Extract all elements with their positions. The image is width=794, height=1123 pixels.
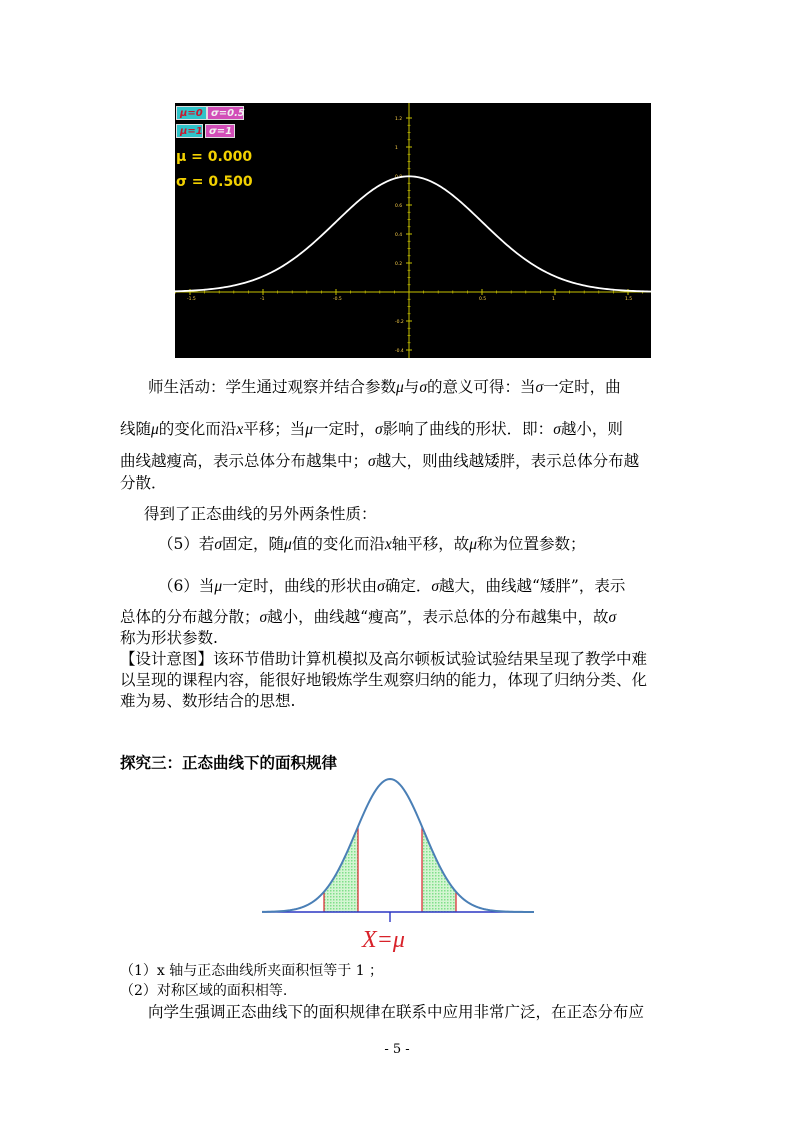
text-run: 师生活动：学生通过观察并结合参数 bbox=[148, 378, 397, 396]
x-tick-label: 1.5 bbox=[625, 297, 633, 302]
normal-curve bbox=[175, 176, 651, 291]
sigma-symbol: σ bbox=[259, 609, 268, 626]
y-tick-label: 1.2 bbox=[395, 117, 403, 122]
mu-1-button[interactable]: μ=1 bbox=[176, 124, 203, 138]
paragraph-emphasis: 向学生强调正态曲线下的面积规律在联系中应用非常广泛，在正态分布应 bbox=[148, 1003, 645, 1021]
x-symbol: x bbox=[384, 536, 392, 553]
sigma-symbol: σ bbox=[431, 578, 439, 595]
paragraph-line: 分散． bbox=[120, 474, 167, 492]
mu-symbol: μ bbox=[305, 421, 313, 438]
text-run: 固定，随 bbox=[222, 535, 285, 553]
section-heading: 探究三：正态曲线下的面积规律 bbox=[120, 754, 338, 772]
text-run: 的变化而沿 bbox=[158, 420, 237, 438]
y-tick-label: -0.2 bbox=[395, 320, 404, 325]
sigma-symbol: σ bbox=[375, 421, 383, 438]
text-run: 的意义可得：当 bbox=[426, 378, 536, 396]
y-tick-label: 0.2 bbox=[395, 262, 403, 267]
text-run: （6）当 bbox=[158, 577, 215, 595]
y-tick-label: 0.8 bbox=[395, 175, 403, 180]
design-intent-line: 【设计意图】该环节借助计算机模拟及高尔顿板试验试验结果呈现了教学中难 bbox=[120, 650, 648, 668]
text-run: 轴平移，故 bbox=[391, 535, 470, 553]
design-intent-line: 难为易、数形结合的思想. bbox=[120, 692, 296, 710]
mu-symbol: μ bbox=[284, 536, 292, 553]
text-run: 一定时，曲 bbox=[543, 378, 621, 396]
sigma-symbol: σ bbox=[368, 453, 376, 470]
text-run: 越小，则 bbox=[560, 420, 623, 438]
text-run: 平移；当 bbox=[243, 420, 306, 438]
normal-curve bbox=[262, 779, 534, 912]
mu-symbol: μ bbox=[214, 578, 223, 595]
property-5 bbox=[158, 533, 586, 556]
paragraph-observation bbox=[148, 376, 621, 399]
x-tick-label: -0.5 bbox=[333, 297, 342, 302]
text-run: 曲线越瘦高，表示总体分布越集中； bbox=[120, 452, 369, 470]
text-run: 线随 bbox=[120, 420, 152, 438]
sigma-symbol: σ bbox=[419, 379, 427, 396]
text-run: 越大，则曲线越矮胖，表示总体分布越 bbox=[375, 452, 640, 470]
figure-axis-label: X=μ bbox=[362, 927, 405, 953]
text-run: 越小，曲线越“瘦高”，表示总体的分布越集中，故 bbox=[267, 608, 609, 626]
rule-item-1: （1）x 轴与正态曲线所夹面积恒等于 1 ； bbox=[120, 963, 384, 979]
sigma-symbol: σ bbox=[553, 421, 561, 438]
paragraph-line bbox=[120, 606, 616, 629]
y-tick-label: 0.6 bbox=[395, 204, 403, 209]
y-tick-label: 0.4 bbox=[395, 233, 403, 238]
paragraph-line bbox=[120, 450, 639, 473]
text-run: 一定时， bbox=[313, 420, 376, 438]
x-symbol: x bbox=[236, 421, 244, 438]
mu-readout: μ = 0.000 bbox=[176, 149, 253, 165]
text-run: 值的变化而沿 bbox=[291, 535, 385, 553]
mu-0-button[interactable]: μ=0 bbox=[176, 106, 207, 120]
sigma-symbol: σ bbox=[214, 536, 223, 553]
paragraph-properties-intro: 得到了正态曲线的另外两条性质： bbox=[144, 505, 377, 523]
paragraph-line bbox=[120, 418, 623, 441]
sigma-readout: σ = 0.500 bbox=[176, 174, 253, 190]
design-intent-line: 以呈现的课程内容，能很好地锻炼学生观察归纳的能力，体现了归纳分类、化 bbox=[120, 671, 648, 689]
x-tick-label: 1 bbox=[552, 297, 555, 302]
sigma-symbol: σ bbox=[608, 609, 617, 626]
property-6 bbox=[158, 575, 625, 598]
x-tick-label: 0.5 bbox=[479, 297, 487, 302]
text-run: 与 bbox=[403, 378, 420, 396]
normal-curve-simulator bbox=[175, 103, 651, 358]
sigma-symbol: σ bbox=[377, 578, 385, 595]
text-run: 称为位置参数； bbox=[477, 535, 586, 553]
x-tick-label: -1 bbox=[260, 297, 265, 302]
text-run: 越大，曲线越“矮胖”，表示 bbox=[439, 577, 626, 595]
sigma-1-button[interactable]: σ=1 bbox=[205, 124, 235, 138]
text-run: （5）若 bbox=[158, 535, 215, 553]
text-run: 总体的分布越分散； bbox=[120, 608, 260, 626]
text-run: 一定时，曲线的形状由 bbox=[222, 577, 378, 595]
sigma-symbol: σ bbox=[535, 379, 544, 396]
sigma-0.5-button[interactable]: σ=0.5 bbox=[207, 106, 244, 120]
page-number: - 5 - bbox=[384, 1042, 410, 1057]
text-run: 确定． bbox=[384, 577, 432, 595]
y-tick-label: 1 bbox=[395, 146, 398, 151]
simulator-plot bbox=[175, 103, 651, 358]
mu-symbol: μ bbox=[396, 379, 404, 396]
x-tick-label: -1.5 bbox=[187, 297, 196, 302]
text-run: 影响了曲线的形状．即： bbox=[382, 420, 554, 438]
y-tick-label: -0.4 bbox=[395, 349, 404, 354]
paragraph-line: 称为形状参数. bbox=[120, 629, 218, 647]
mu-symbol: μ bbox=[151, 421, 159, 438]
rule-item-2: （2）对称区域的面积相等. bbox=[120, 983, 288, 999]
mu-symbol: μ bbox=[469, 536, 478, 553]
